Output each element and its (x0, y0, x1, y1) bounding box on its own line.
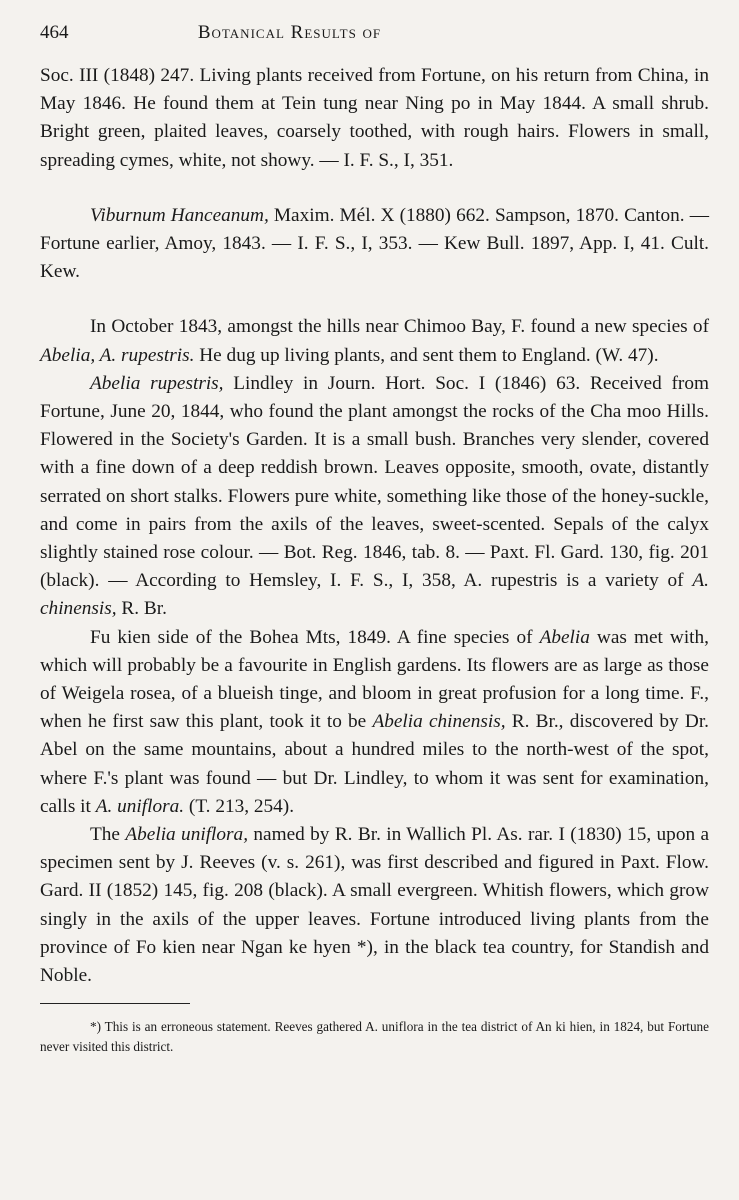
paragraph-p1 (40, 62, 709, 175)
text-run: The (90, 824, 126, 846)
italic-text: Abelia (539, 626, 590, 648)
text-run: (T. 213, 254). (184, 795, 295, 817)
running-title: Botanical Results of (197, 22, 382, 43)
text-run: R. Br. (116, 598, 167, 620)
text-run: named by R. Br. in Wallich Pl. As. rar. I (1830) 15, upon a specimen sent by J. Reeves (v. s. 261), was first described and figured in Paxt. Flow. Gard. II (1852) 145, fig. 208 (black). A small evergreen. Whitish flowers, which grow singly in the axils of the upper leaves. Fortune introduced living plants from the province of Fo kien near Ngan ke hyen *), in the black tea country, for Standish and Noble. (40, 824, 710, 987)
text-run: Lindley in Journ. Hort. Soc. I (1846) 63. Received from Fortune, June 20, 1844, who found the plant amongst the rocks of the Cha moo Hills. Flowered in the Society's Garden. It is a small bush. Branches very slender, covered with a fine down of a deep reddish brown. Leaves opposite, smooth, ovate, distantly serrated on short stalks. Flowers pure white, something like those of the honey-suckle, and come in pairs from the axils of the leaves, sweet-scented. Sepals of the calyx slightly stained rose colour. — Bot. Reg. 1846, tab. 8. — Paxt. Fl. Gard. 130, fig. 201 (black). — According to Hemsley, I. F. S., I, 358, A. rupestris is a variety of (40, 372, 709, 592)
paragraph-p5 (40, 624, 709, 821)
italic-text: Abelia chinensis, (372, 711, 506, 733)
italic-text: A. chinensis, (40, 570, 709, 620)
page-header (40, 22, 709, 62)
text-run: Soc. III (1848) 247. Living plants received from Fortune, on his return from China, in May 1846. He found them at Tein tung near Ning po in May 1844. A small shrub. Bright green, plaited leaves, coarsely toothed, with rough hairs. Flowers in small, spreading cymes, white, not showy. — I. F. S., I, 351. (40, 65, 709, 171)
text-run: Maxim. Mél. X (1880) 662. Sampson, 1870. Canton. — Fortune earlier, Amoy, 1843. — I. F. S., I, 353. — Kew Bull. 1897, App. I, 41. Cult. Kew. (40, 204, 709, 283)
footnote: *) This is an erroneous statement. Reeves gathered A. uniflora in the tea district of An ki hien, in 1824, but Fortune never visited this district. (40, 1019, 709, 1055)
text-run: was met with, which will probably be a favourite in English gardens. Its flowers are as large as those of Weigela rosea, of a blueish tinge, and bloom in great profusion for a long time. F., when he first saw this plant, took it to be (40, 626, 709, 733)
italic-text: Viburnum Hanceanum, (90, 204, 269, 226)
text-run: He dug up living plants, and sent them to England. (W. 47). (194, 344, 659, 366)
page-number: 464 (40, 22, 69, 43)
body-text (40, 62, 709, 990)
text-run: In October 1843, amongst the hills near Chimoo Bay, F. found a new species of (90, 316, 709, 338)
paragraph-p2 (40, 202, 709, 287)
paragraph-p6 (40, 821, 709, 990)
footnote-rule (40, 1003, 190, 1004)
italic-text: Abelia rupestris, (90, 372, 224, 394)
italic-text: Abelia uniflora, (125, 824, 249, 846)
paragraph-p4 (40, 370, 709, 624)
italic-text: Abelia, A. rupestris. (40, 344, 195, 366)
paragraph-p3 (40, 313, 709, 369)
text-run: Fu kien side of the Bohea Mts, 1849. A fine species of (90, 626, 540, 648)
text-run: R. Br., discovered by Dr. Abel on the same mountains, about a hundred miles to the north-west of the spot, where F.'s plant was found — but Dr. Lindley, to whom it was sent for examination, calls it (40, 711, 710, 817)
italic-text: A. uniflora. (95, 795, 185, 817)
